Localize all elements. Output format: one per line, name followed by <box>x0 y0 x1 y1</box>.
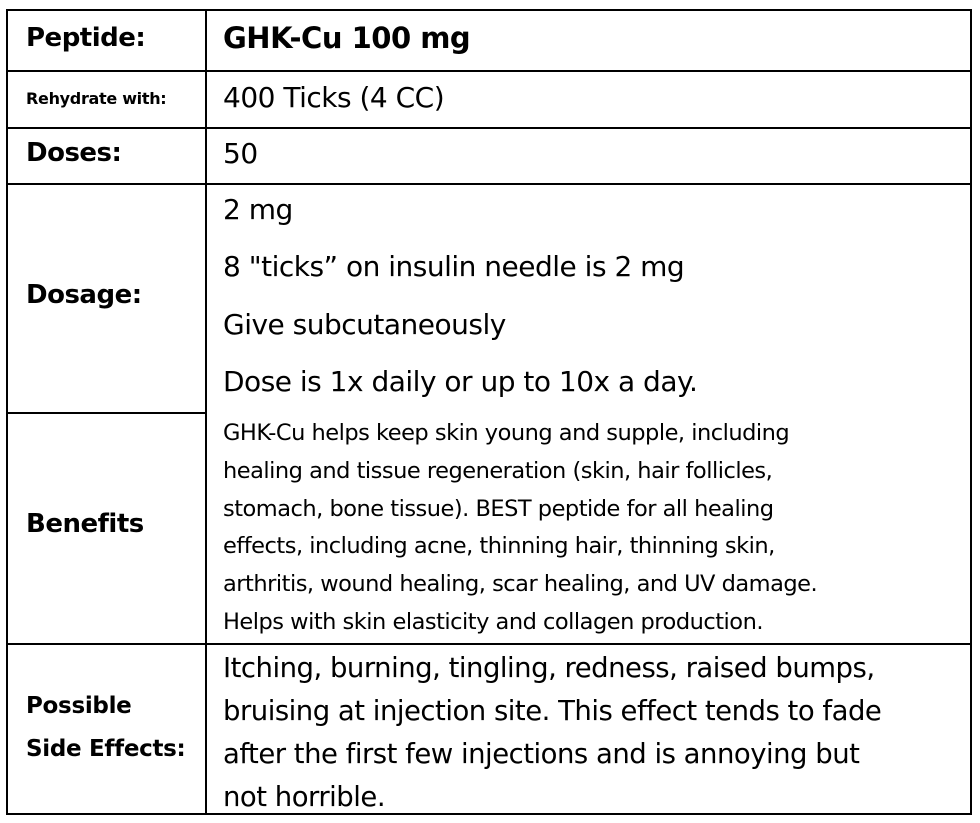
peptide-value: GHK-Cu 100 mg <box>223 21 471 55</box>
dosage-instructions <box>223 193 963 413</box>
side-effects-label-line: Possible <box>26 693 132 719</box>
benefits-label: Benefits <box>26 509 144 539</box>
row-divider <box>6 70 972 72</box>
side-effects-line: after the first few injections and is annoying but <box>223 738 860 770</box>
table-border-top <box>6 9 972 11</box>
table-border-right <box>970 9 972 815</box>
benefits-line: stomach, bone tissue). BEST peptide for all healing <box>223 495 774 522</box>
benefits-line: arthritis, wound healing, scar healing, and UV damage. <box>223 571 818 598</box>
column-divider <box>205 9 207 815</box>
dosage-line: Give subcutaneously <box>223 308 506 341</box>
benefits-line: effects, including acne, thinning hair, thinning skin, <box>223 533 775 560</box>
side-effects-line: not horrible. <box>223 781 386 813</box>
table-border-left <box>6 9 8 815</box>
benefits-line: Helps with skin elasticity and collagen production. <box>223 608 763 635</box>
peptide-label: Peptide: <box>26 23 146 53</box>
side-effects-label <box>26 685 185 771</box>
doses-label: Doses: <box>26 138 122 168</box>
benefits-line: healing and tissue regeneration (skin, hair follicles, <box>223 457 773 484</box>
row-divider <box>6 183 972 185</box>
peptide-info-table <box>6 9 972 815</box>
side-effects-label-line: Side Effects: <box>26 736 186 762</box>
benefits-line: GHK-Cu helps keep skin young and supple, including <box>223 420 790 446</box>
doses-value: 50 <box>223 137 258 170</box>
rehydrate-label: Rehydrate with: <box>26 89 167 108</box>
side-effects-text <box>223 647 881 819</box>
rehydrate-value: 400 Ticks (4 CC) <box>223 81 445 114</box>
row-divider <box>6 127 972 129</box>
dosage-line: 8 "ticks” on insulin needle is 2 mg <box>223 250 685 283</box>
side-effects-line: bruising at injection site. This effect tends to fade <box>223 695 882 727</box>
dosage-line: 2 mg <box>223 193 293 226</box>
benefits-text <box>223 415 817 642</box>
row-divider <box>6 643 972 645</box>
dosage-label: Dosage: <box>26 280 142 310</box>
dosage-line: Dose is 1x daily or up to 10x a day. <box>223 365 698 398</box>
side-effects-line: Itching, burning, tingling, redness, raised bumps, <box>223 652 875 684</box>
row-divider <box>6 412 206 414</box>
